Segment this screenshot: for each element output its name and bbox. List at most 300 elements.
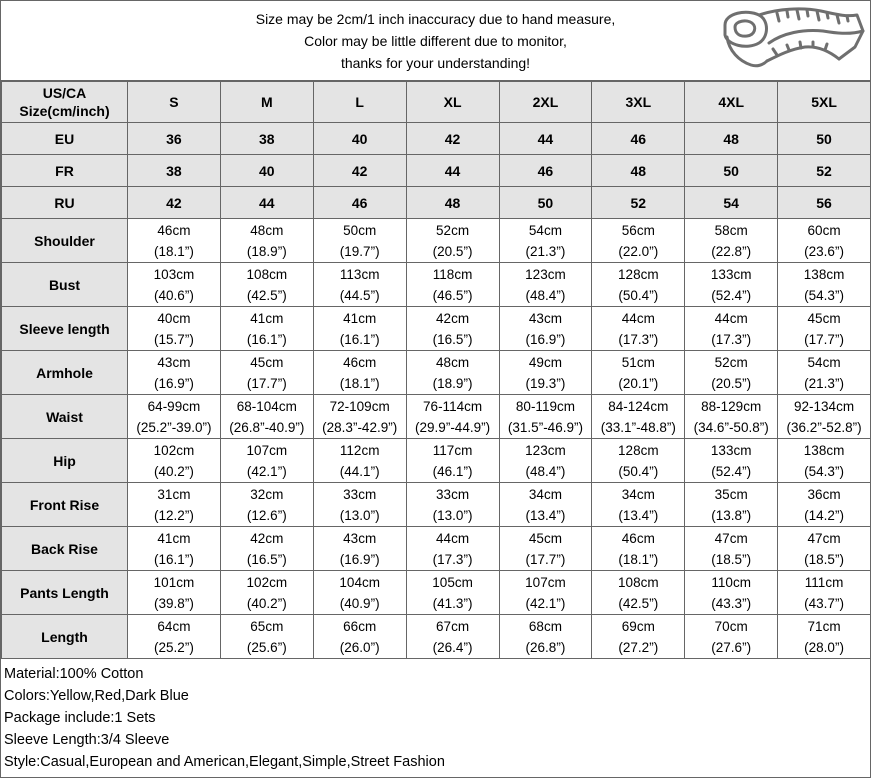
cm-value: 80-119cm [515, 398, 575, 414]
inch-value: (52.4”) [711, 463, 752, 479]
cm-value: 43cm [343, 530, 377, 546]
measurement-cell [220, 615, 313, 659]
inch-value: (19.3”) [525, 375, 566, 391]
note-line: Size may be 2cm/1 inch inaccuracy due to hand measure, [255, 11, 616, 27]
cm-value: 33cm [343, 486, 377, 502]
inch-value: (28.3”-42.9”) [322, 419, 398, 435]
cm-value: 138cm [803, 442, 845, 458]
size-code-cell: 54 [685, 187, 778, 219]
inch-value: (50.4”) [618, 463, 659, 479]
cm-value: 45cm [250, 354, 284, 370]
inch-value: (16.9”) [154, 375, 194, 391]
measurement-row [2, 395, 871, 439]
measurement-cell [592, 307, 685, 351]
inch-value: (18.1”) [154, 243, 194, 259]
measurement-row [2, 219, 871, 263]
size-code-cell: 46 [499, 155, 592, 187]
sleeve-length-line: Sleeve Length:3/4 Sleeve [4, 732, 170, 748]
inch-value: (16.1”) [339, 331, 380, 347]
inch-value: (16.1”) [246, 331, 287, 347]
measurement-cell [128, 571, 221, 615]
inch-value: (40.2”) [154, 463, 194, 479]
cm-value: 108cm [246, 266, 288, 282]
measurement-cell [406, 615, 499, 659]
cm-value: 48cm [250, 222, 284, 238]
inch-value: (17.7”) [804, 331, 844, 347]
measurement-cell [592, 219, 685, 263]
inch-value: (17.7”) [525, 551, 566, 567]
inch-value: (13.4”) [525, 507, 566, 523]
measurement-label: Front Rise [2, 483, 128, 527]
measurement-cell [592, 615, 685, 659]
measurement-label: Bust [2, 263, 128, 307]
size-code-cell: 38 [220, 123, 313, 155]
inch-value: (40.9”) [339, 595, 380, 611]
measurement-cell [406, 395, 499, 439]
measurement-cell [406, 483, 499, 527]
size-header: 4XL [685, 82, 778, 123]
measurement-cell [592, 351, 685, 395]
inch-value: (20.5”) [432, 243, 473, 259]
cm-value: 58cm [714, 222, 748, 238]
measurement-cell [313, 615, 406, 659]
cm-value: 44cm [436, 530, 470, 546]
cm-value: 35cm [714, 486, 748, 502]
measurement-cell [499, 439, 592, 483]
measurement-cell [128, 615, 221, 659]
cm-value: 45cm [807, 310, 841, 326]
cm-value: 107cm [246, 442, 288, 458]
note-line: thanks for your understanding! [340, 55, 531, 71]
inch-value: (25.2”) [154, 639, 194, 655]
inch-value: (40.2”) [246, 595, 287, 611]
inch-value: (26.8”) [525, 639, 566, 655]
measurement-cell [499, 615, 592, 659]
size-code-cell: 52 [592, 187, 685, 219]
inch-value: (12.2”) [154, 507, 194, 523]
measurement-cell [592, 527, 685, 571]
measurement-row [2, 483, 871, 527]
inch-value: (48.4”) [525, 463, 566, 479]
cm-value: 52cm [436, 222, 470, 238]
size-header: M [220, 82, 313, 123]
size-code-cell: 56 [778, 187, 871, 219]
inch-value: (16.9”) [339, 551, 380, 567]
cm-value: 54cm [528, 222, 562, 238]
inch-value: (21.3”) [804, 375, 844, 391]
inch-value: (13.0”) [432, 507, 473, 523]
cm-value: 41cm [343, 310, 377, 326]
size-header: XL [406, 82, 499, 123]
measurement-cell [592, 483, 685, 527]
size-code-cell: 42 [313, 155, 406, 187]
inch-value: (26.4”) [432, 639, 473, 655]
size-code-cell: 42 [128, 187, 221, 219]
measurement-cell [313, 483, 406, 527]
measurement-cell [406, 439, 499, 483]
cm-value: 47cm [714, 530, 748, 546]
row-label: FR [2, 155, 128, 187]
cm-value: 65cm [250, 618, 284, 634]
product-details [1, 658, 870, 778]
size-code-cell: 42 [406, 123, 499, 155]
cm-value: 52cm [714, 354, 748, 370]
size-header: S [128, 82, 221, 123]
cm-value: 31cm [157, 486, 191, 502]
measurement-cell [406, 527, 499, 571]
measurement-cell [313, 439, 406, 483]
measurement-cell [128, 527, 221, 571]
measurement-cell [778, 263, 871, 307]
tape-measure-icon [717, 3, 867, 77]
measurement-cell [128, 439, 221, 483]
size-code-row-fr [2, 155, 871, 187]
measurement-cell [778, 395, 871, 439]
cm-value: 128cm [618, 442, 659, 458]
measurement-cell [406, 219, 499, 263]
inch-value: (54.3”) [804, 287, 844, 303]
size-code-cell: 44 [220, 187, 313, 219]
cm-value: 43cm [157, 354, 191, 370]
inch-value: (13.4”) [618, 507, 659, 523]
measurement-cell [592, 571, 685, 615]
size-code-row-eu [2, 123, 871, 155]
measurement-cell [313, 351, 406, 395]
measurement-cell [592, 439, 685, 483]
cm-value: 133cm [710, 442, 752, 458]
cm-value: 36cm [807, 486, 841, 502]
cm-value: 46cm [343, 354, 377, 370]
cm-value: 102cm [246, 574, 288, 590]
inch-value: (28.0”) [804, 639, 844, 655]
cm-value: 101cm [153, 574, 195, 590]
inch-value: (42.5”) [618, 595, 659, 611]
cm-value: 102cm [153, 442, 195, 458]
cm-value: 92-134cm [794, 398, 855, 414]
cm-value: 34cm [528, 486, 562, 502]
inch-value: (25.2”-39.0”) [136, 419, 212, 435]
measurement-row [2, 439, 871, 483]
inch-value: (44.1”) [339, 463, 380, 479]
measurement-cell [313, 307, 406, 351]
measurement-row [2, 527, 871, 571]
inch-value: (50.4”) [618, 287, 659, 303]
cm-value: 66cm [343, 618, 377, 634]
measurement-cell [128, 307, 221, 351]
cm-value: 45cm [528, 530, 562, 546]
inch-value: (17.7”) [246, 375, 287, 391]
measurement-label: Shoulder [2, 219, 128, 263]
size-code-cell: 38 [128, 155, 221, 187]
cm-value: 49cm [528, 354, 562, 370]
cm-value: 105cm [432, 574, 473, 590]
measurement-cell [592, 395, 685, 439]
inch-value: (46.5”) [432, 287, 473, 303]
inch-value: (27.6”) [711, 639, 752, 655]
measurement-cell [685, 527, 778, 571]
cm-value: 44cm [621, 310, 655, 326]
measurement-cell [685, 351, 778, 395]
measurement-label: Back Rise [2, 527, 128, 571]
size-code-cell: 48 [406, 187, 499, 219]
measurement-cell [220, 571, 313, 615]
corner-label-line: US/CA [42, 85, 87, 101]
measurement-cell [592, 263, 685, 307]
size-code-cell: 36 [128, 123, 221, 155]
cm-value: 41cm [157, 530, 191, 546]
measurement-cell [499, 351, 592, 395]
measurement-cell [499, 527, 592, 571]
inch-value: (20.1”) [618, 375, 659, 391]
inch-value: (46.1”) [432, 463, 473, 479]
inch-value: (33.1”-48.8”) [600, 419, 676, 435]
measurement-cell [220, 483, 313, 527]
inch-value: (18.9”) [432, 375, 473, 391]
measurement-label: Length [2, 615, 128, 659]
cm-value: 113cm [339, 266, 380, 282]
size-code-cell: 48 [685, 123, 778, 155]
measurement-cell [499, 263, 592, 307]
cm-value: 88-129cm [701, 398, 762, 414]
measurement-note [1, 1, 870, 81]
size-code-cell: 46 [313, 187, 406, 219]
cm-value: 48cm [436, 354, 470, 370]
cm-value: 32cm [250, 486, 284, 502]
cm-value: 51cm [621, 354, 655, 370]
measurement-cell [220, 439, 313, 483]
inch-value: (18.5”) [711, 551, 752, 567]
measurement-cell [778, 483, 871, 527]
measurement-row [2, 263, 871, 307]
measurement-cell [220, 527, 313, 571]
row-label: RU [2, 187, 128, 219]
cm-value: 43cm [528, 310, 562, 326]
measurement-cell [406, 571, 499, 615]
cm-value: 69cm [621, 618, 655, 634]
size-code-cell: 50 [778, 123, 871, 155]
size-header-row [2, 82, 871, 123]
inch-value: (42.1”) [525, 595, 566, 611]
measurement-cell [313, 263, 406, 307]
measurement-row [2, 307, 871, 351]
inch-value: (34.6”-50.8”) [693, 419, 769, 435]
cm-value: 123cm [525, 266, 566, 282]
colors-line: Colors:Yellow,Red,Dark Blue [4, 688, 189, 704]
size-header: 2XL [499, 82, 592, 123]
measurement-cell [128, 263, 221, 307]
measurement-cell [685, 615, 778, 659]
inch-value: (21.3”) [525, 243, 566, 259]
row-label: EU [2, 123, 128, 155]
inch-value: (31.5”-46.9”) [507, 419, 583, 435]
size-code-cell: 50 [499, 187, 592, 219]
cm-value: 42cm [436, 310, 470, 326]
inch-value: (16.9”) [525, 331, 566, 347]
measurement-cell [220, 219, 313, 263]
inch-value: (15.7”) [154, 331, 194, 347]
measurement-cell [685, 219, 778, 263]
measurement-label: Pants Length [2, 571, 128, 615]
cm-value: 41cm [250, 310, 284, 326]
cm-value: 50cm [343, 222, 377, 238]
inch-value: (18.1”) [618, 551, 659, 567]
inch-value: (23.6”) [804, 243, 844, 259]
style-line: Style:Casual,European and American,Elegant,Simple,Street Fashion [4, 754, 445, 770]
cm-value: 34cm [621, 486, 655, 502]
measurement-cell [128, 483, 221, 527]
size-code-cell: 44 [406, 155, 499, 187]
corner-label [2, 82, 128, 123]
measurement-cell [220, 351, 313, 395]
inch-value: (43.7”) [804, 595, 844, 611]
measurement-cell [778, 439, 871, 483]
measurement-cell [499, 483, 592, 527]
cm-value: 118cm [432, 266, 473, 282]
cm-value: 64-99cm [147, 398, 201, 414]
cm-value: 108cm [618, 574, 659, 590]
size-code-cell: 40 [313, 123, 406, 155]
measurement-cell [313, 571, 406, 615]
inch-value: (27.2”) [618, 639, 659, 655]
inch-value: (40.6”) [154, 287, 194, 303]
cm-value: 128cm [618, 266, 659, 282]
cm-value: 70cm [714, 618, 748, 634]
measurement-row [2, 351, 871, 395]
inch-value: (12.6”) [246, 507, 287, 523]
cm-value: 56cm [621, 222, 655, 238]
cm-value: 60cm [807, 222, 841, 238]
cm-value: 84-124cm [608, 398, 669, 414]
measurement-cell [220, 395, 313, 439]
inch-value: (44.5”) [339, 287, 380, 303]
inch-value: (25.6”) [246, 639, 287, 655]
inch-value: (16.5”) [432, 331, 473, 347]
size-header: 3XL [592, 82, 685, 123]
cm-value: 44cm [714, 310, 748, 326]
corner-label-line: Size(cm/inch) [19, 103, 110, 119]
cm-value: 33cm [436, 486, 470, 502]
size-header: 5XL [778, 82, 871, 123]
measurement-cell [778, 527, 871, 571]
package-line: Package include:1 Sets [4, 710, 156, 726]
inch-value: (26.0”) [339, 639, 380, 655]
size-code-cell: 48 [592, 155, 685, 187]
measurement-cell [685, 263, 778, 307]
inch-value: (17.3”) [711, 331, 752, 347]
cm-value: 76-114cm [423, 398, 483, 414]
size-code-cell: 46 [592, 123, 685, 155]
measurement-cell [685, 483, 778, 527]
cm-value: 138cm [803, 266, 845, 282]
measurement-cell [220, 307, 313, 351]
cm-value: 112cm [339, 442, 380, 458]
cm-value: 72-109cm [329, 398, 390, 414]
inch-value: (22.0”) [618, 243, 659, 259]
inch-value: (54.3”) [804, 463, 844, 479]
measurement-cell [685, 307, 778, 351]
inch-value: (16.5”) [246, 551, 287, 567]
inch-value: (41.3”) [432, 595, 473, 611]
inch-value: (20.5”) [711, 375, 752, 391]
size-code-row-ru [2, 187, 871, 219]
inch-value: (17.3”) [618, 331, 659, 347]
note-line: Color may be little different due to monitor, [304, 33, 567, 49]
cm-value: 107cm [525, 574, 566, 590]
measurement-cell [778, 571, 871, 615]
inch-value: (29.9”-44.9”) [415, 419, 491, 435]
measurement-row [2, 571, 871, 615]
measurement-cell [685, 439, 778, 483]
measurement-label: Waist [2, 395, 128, 439]
cm-value: 103cm [153, 266, 195, 282]
inch-value: (18.1”) [339, 375, 380, 391]
measurement-cell [128, 395, 221, 439]
size-code-cell: 52 [778, 155, 871, 187]
inch-value: (42.1”) [246, 463, 287, 479]
cm-value: 104cm [339, 574, 380, 590]
cm-value: 123cm [525, 442, 566, 458]
inch-value: (43.3”) [711, 595, 752, 611]
measurement-cell [499, 307, 592, 351]
cm-value: 54cm [807, 354, 841, 370]
cm-value: 68cm [528, 618, 562, 634]
measurement-label: Armhole [2, 351, 128, 395]
measurement-cell [778, 351, 871, 395]
inch-value: (48.4”) [525, 287, 566, 303]
cm-value: 110cm [711, 574, 751, 590]
cm-value: 64cm [157, 618, 191, 634]
measurement-cell [313, 395, 406, 439]
size-table [1, 81, 871, 659]
measurement-cell [406, 263, 499, 307]
inch-value: (17.3”) [432, 551, 473, 567]
size-code-cell: 44 [499, 123, 592, 155]
cm-value: 67cm [436, 618, 470, 634]
cm-value: 47cm [807, 530, 841, 546]
measurement-cell [685, 395, 778, 439]
measurement-cell [499, 219, 592, 263]
inch-value: (13.8”) [711, 507, 752, 523]
size-header: L [313, 82, 406, 123]
measurement-cell [220, 263, 313, 307]
measurement-cell [778, 615, 871, 659]
measurement-cell [778, 307, 871, 351]
material-line: Material:100% Cotton [4, 666, 144, 682]
inch-value: (13.0”) [339, 507, 380, 523]
inch-value: (18.5”) [804, 551, 844, 567]
measurement-label: Sleeve length [2, 307, 128, 351]
inch-value: (19.7”) [339, 243, 380, 259]
inch-value: (52.4”) [711, 287, 752, 303]
measurement-cell [313, 527, 406, 571]
measurement-cell [499, 571, 592, 615]
inch-value: (26.8”-40.9”) [229, 419, 305, 435]
cm-value: 71cm [807, 618, 841, 634]
measurement-cell [406, 351, 499, 395]
cm-value: 117cm [432, 442, 473, 458]
cm-value: 111cm [804, 574, 844, 590]
inch-value: (42.5”) [246, 287, 287, 303]
measurement-cell [406, 307, 499, 351]
inch-value: (14.2”) [804, 507, 844, 523]
cm-value: 133cm [710, 266, 752, 282]
size-code-cell: 50 [685, 155, 778, 187]
measurement-cell [685, 571, 778, 615]
cm-value: 68-104cm [236, 398, 297, 414]
cm-value: 42cm [250, 530, 284, 546]
inch-value: (16.1”) [154, 551, 194, 567]
measurement-row [2, 615, 871, 659]
